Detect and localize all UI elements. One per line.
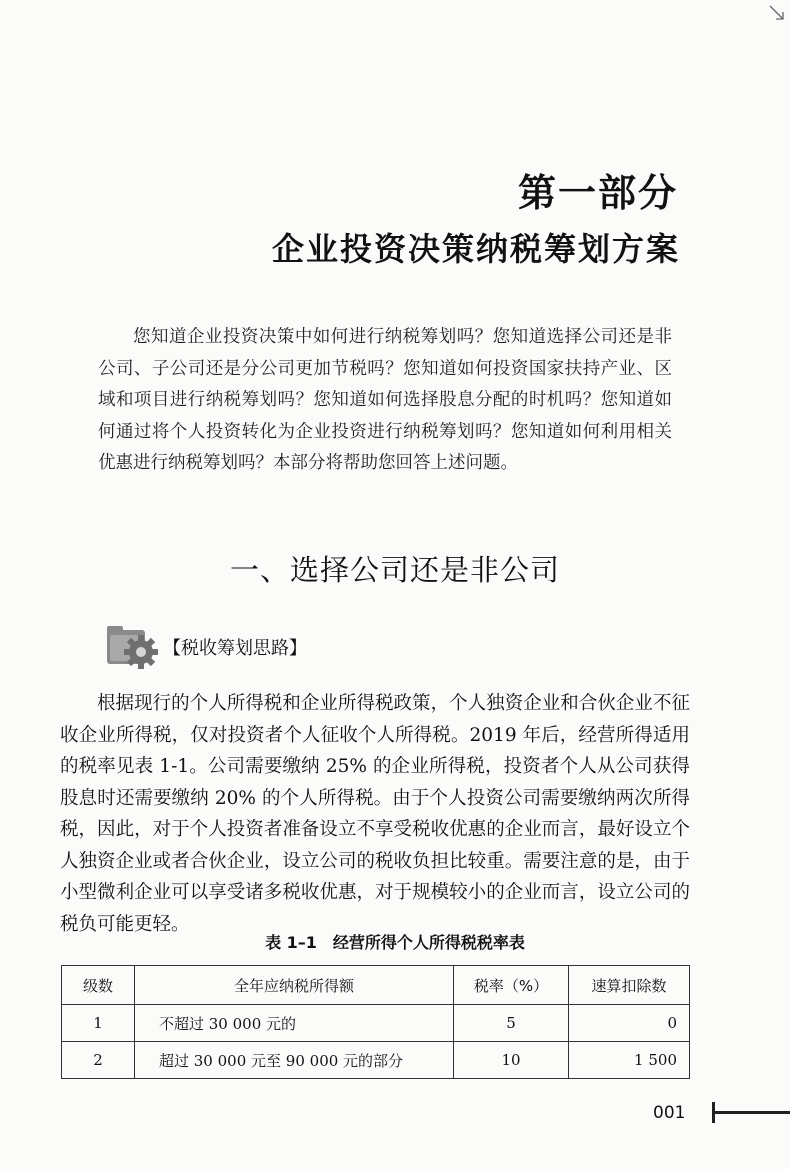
table-header-row bbox=[62, 966, 690, 1005]
cell-rate: 10 bbox=[454, 1042, 569, 1079]
part-subtitle: 企业投资决策纳税筹划方案 bbox=[271, 230, 680, 268]
table-row bbox=[62, 1042, 690, 1079]
cell-rate: 5 bbox=[454, 1005, 569, 1042]
cell-deduction: 1 500 bbox=[569, 1042, 690, 1079]
footer-rule bbox=[712, 1111, 790, 1114]
cell-level: 1 bbox=[62, 1005, 135, 1042]
gear-folder-icon bbox=[103, 622, 163, 672]
tax-rate-table bbox=[61, 965, 690, 1079]
cell-level: 2 bbox=[62, 1042, 135, 1079]
intro-paragraph: 您知道企业投资决策中如何进行纳税筹划吗？您知道选择公司还是非公司、子公司还是分公司更加节税吗？您知道如何投资国家扶持产业、区域和项目进行纳税筹划吗？您知道如何选择股息分配的时机吗？您知道如何通过将个人投资转化为企业投资进行纳税筹划吗？您知道如何利用相关优惠进行纳税筹划吗？本部分将帮助您回答上述问题。 bbox=[98, 327, 672, 473]
table-caption bbox=[0, 930, 790, 953]
table-row bbox=[62, 1005, 690, 1042]
corner-arrow-icon bbox=[768, 4, 786, 22]
cell-income: 不超过 30 000 元的 bbox=[135, 1005, 454, 1042]
header-level: 级数 bbox=[62, 966, 135, 1005]
table-caption-number: 表 1–1 bbox=[265, 933, 317, 952]
idea-label: 【税收筹划思路】 bbox=[163, 638, 307, 659]
part-title: 第一部分 bbox=[517, 170, 678, 215]
cell-income: 超过 30 000 元至 90 000 元的部分 bbox=[135, 1042, 454, 1079]
header-income: 全年应纳税所得额 bbox=[135, 966, 454, 1005]
tax-planning-idea-badge bbox=[103, 622, 323, 672]
header-rate: 税率（%） bbox=[454, 966, 569, 1005]
section-heading: 一、选择公司还是非公司 bbox=[229, 553, 560, 587]
header-deduction: 速算扣除数 bbox=[569, 966, 690, 1005]
cell-deduction: 0 bbox=[569, 1005, 690, 1042]
table-caption-title: 经营所得个人所得税税率表 bbox=[332, 933, 525, 952]
page-number: 001 bbox=[653, 1103, 686, 1123]
body-paragraph: 根据现行的个人所得税和企业所得税政策，个人独资企业和合伙企业不征收企业所得税，仅对投资者个人征收个人所得税。2019 年后，经营所得适用的税率见表 1-1。公司需要缴纳 25% 的企业所得税，投资者个人从公司获得股息时还需要缴纳 20% 的个人所得税。由于个人投资公司需要缴纳两次所得税，因此，对于个人投资者准备设立不享受税收优惠的企业而言，最好设立个人独资企业或者合伙企业，设立公司的税收负担比较重。需要注意的是，由于小型微利企业可以享受诸多税收优惠，对于规模较小的企业而言，设立公司的税负可能更轻。 bbox=[60, 693, 690, 935]
